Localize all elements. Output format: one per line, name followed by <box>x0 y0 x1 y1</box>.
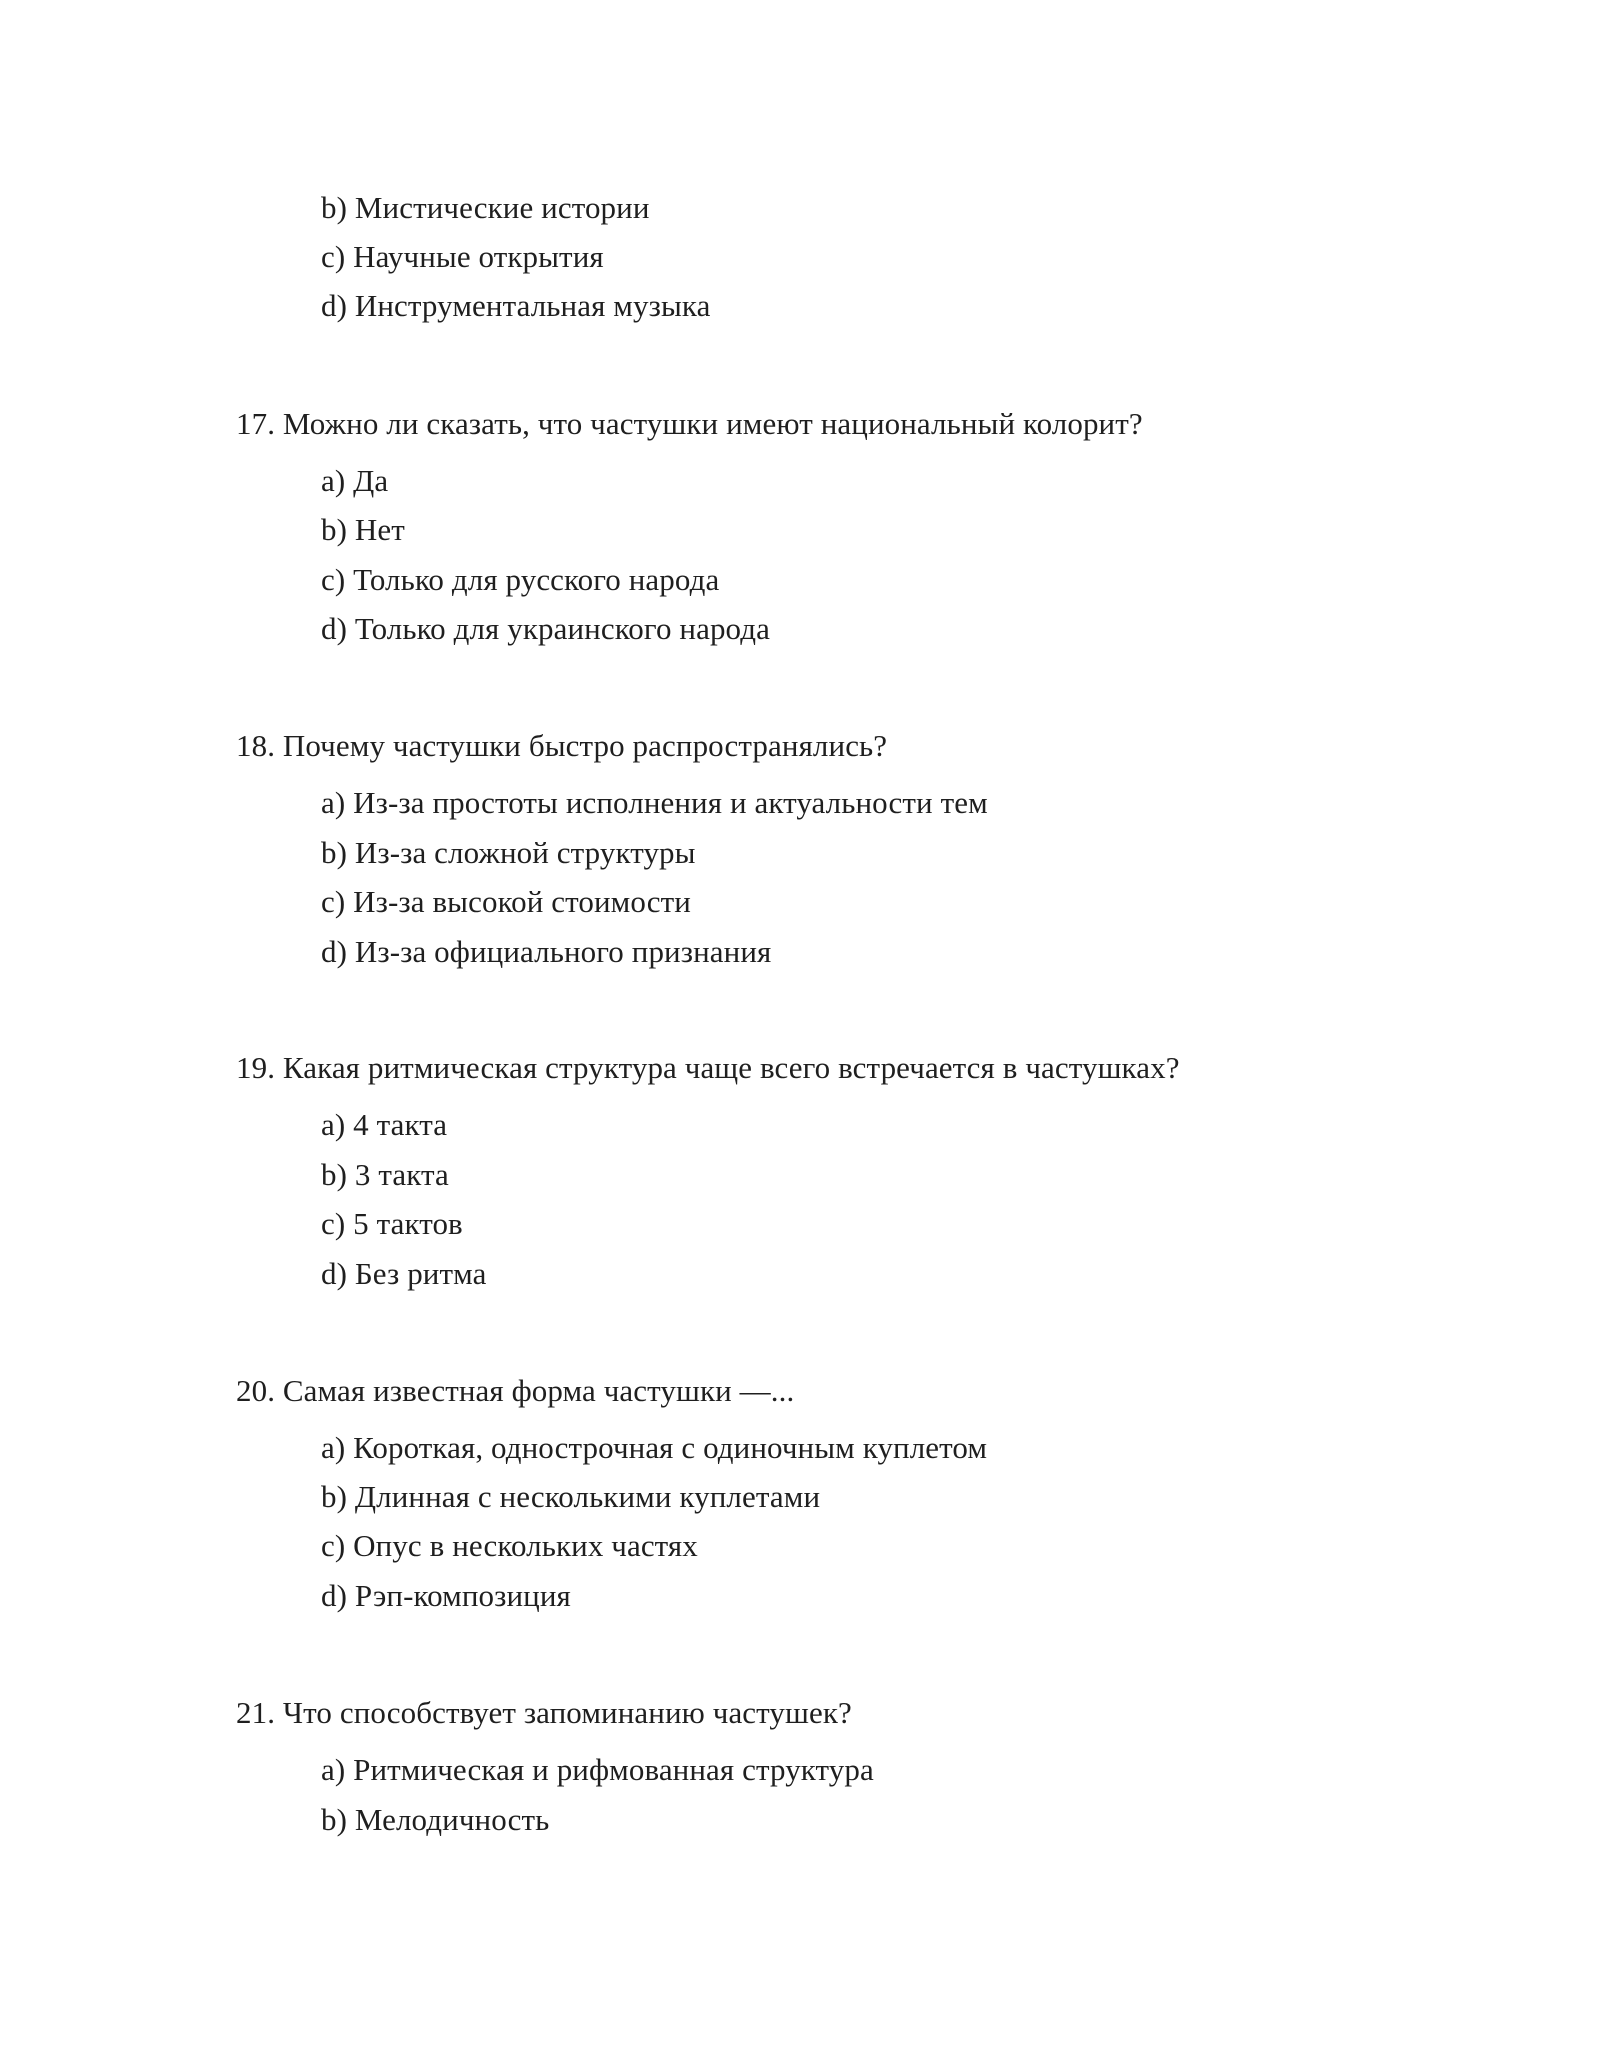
option-19-c: c) 5 тактов <box>321 1206 463 1241</box>
option-19-b: b) 3 такта <box>321 1157 449 1192</box>
option-21-b: b) Мелодичность <box>321 1802 550 1837</box>
question-19: 19. Какая ритмическая структура чаще всего встречается в частушках? <box>236 1050 1180 1085</box>
option-20-a: a) Короткая, однострочная с одиночным куплетом <box>321 1430 988 1465</box>
option-16-d: d) Инструментальная музыка <box>321 288 711 323</box>
option-16-b: b) Мистические истории <box>321 190 650 225</box>
option-19-a: a) 4 такта <box>321 1107 448 1142</box>
option-21-a: a) Ритмическая и рифмованная структура <box>321 1752 874 1787</box>
option-20-d: d) Рэп-композиция <box>321 1578 571 1613</box>
option-18-d: d) Из-за официального признания <box>321 934 772 969</box>
option-17-a: a) Да <box>321 463 389 498</box>
question-17: 17. Можно ли сказать, что частушки имеют национальный колорит? <box>236 406 1143 441</box>
option-18-b: b) Из-за сложной структуры <box>321 835 696 870</box>
option-20-b: b) Длинная с несколькими куплетами <box>321 1479 821 1514</box>
option-18-c: c) Из-за высокой стоимости <box>321 884 691 919</box>
question-21: 21. Что способствует запоминанию частушек? <box>236 1695 852 1730</box>
option-20-c: c) Опус в нескольких частях <box>321 1528 698 1563</box>
option-17-c: c) Только для русского народа <box>321 562 720 597</box>
question-20: 20. Самая известная форма частушки —... <box>236 1373 795 1408</box>
option-19-d: d) Без ритма <box>321 1256 487 1291</box>
option-16-c: c) Научные открытия <box>321 239 604 274</box>
option-17-b: b) Нет <box>321 512 405 547</box>
option-17-d: d) Только для украинского народа <box>321 611 770 646</box>
question-18: 18. Почему частушки быстро распространялись? <box>236 728 888 763</box>
option-18-a: a) Из-за простоты исполнения и актуальности тем <box>321 785 988 820</box>
